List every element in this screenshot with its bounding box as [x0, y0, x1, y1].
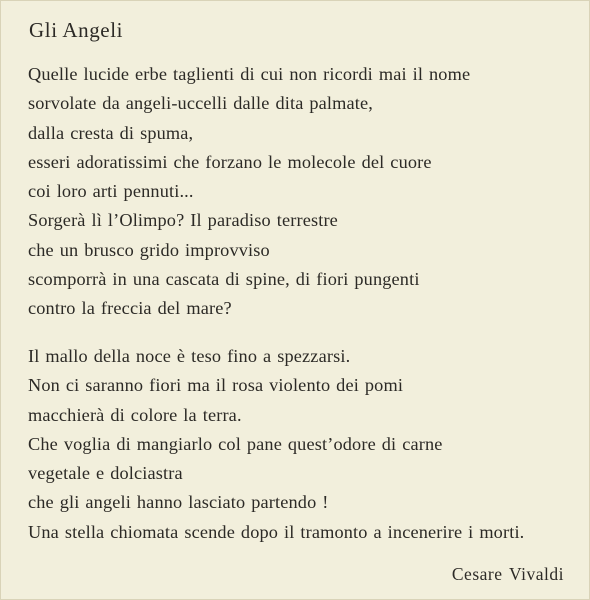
poem-line: Non ci saranno fiori ma il rosa violento dei pomi	[28, 375, 404, 396]
stanza-1	[28, 60, 470, 324]
poem-line: Quelle lucide erbe taglienti di cui non ricordi mai il nome	[28, 64, 471, 84]
poem-line: dalla cresta di spuma,	[28, 122, 194, 143]
poem-line: scomporrà in una cascata di spine, di fiori pungenti	[28, 269, 420, 290]
poem-line: Sorgerà lì l’Olimpo? Il paradiso terrestre	[28, 210, 338, 231]
poem-line: che gli angeli hanno lasciato partendo !	[28, 492, 329, 513]
poem-line: contro la freccia del mare?	[28, 298, 232, 319]
poem-line: che un brusco grido improvviso	[28, 239, 270, 260]
poem-line: vegetale e dolciastra	[28, 463, 183, 484]
poem-line: Che voglia di mangiarlo col pane quest’odore di carne	[28, 433, 443, 454]
poem-line: esseri adoratissimi che forzano le molecole del cuore	[28, 151, 432, 172]
poem-title: Gli Angeli	[29, 18, 124, 42]
poem-line: Una stella chiomata scende dopo il tramonto a incenerire i morti.	[28, 521, 525, 542]
poem-line: macchierà di colore la terra.	[28, 404, 242, 425]
author-signature: Cesare Vivaldi	[451, 564, 564, 584]
stanza-2	[28, 342, 524, 547]
poem-line: coi loro arti pennuti...	[28, 181, 194, 202]
poem-line: Il mallo della noce è teso fino a spezzarsi.	[28, 346, 351, 366]
poem-line: sorvolate da angeli-uccelli dalle dita palmate,	[28, 93, 374, 114]
